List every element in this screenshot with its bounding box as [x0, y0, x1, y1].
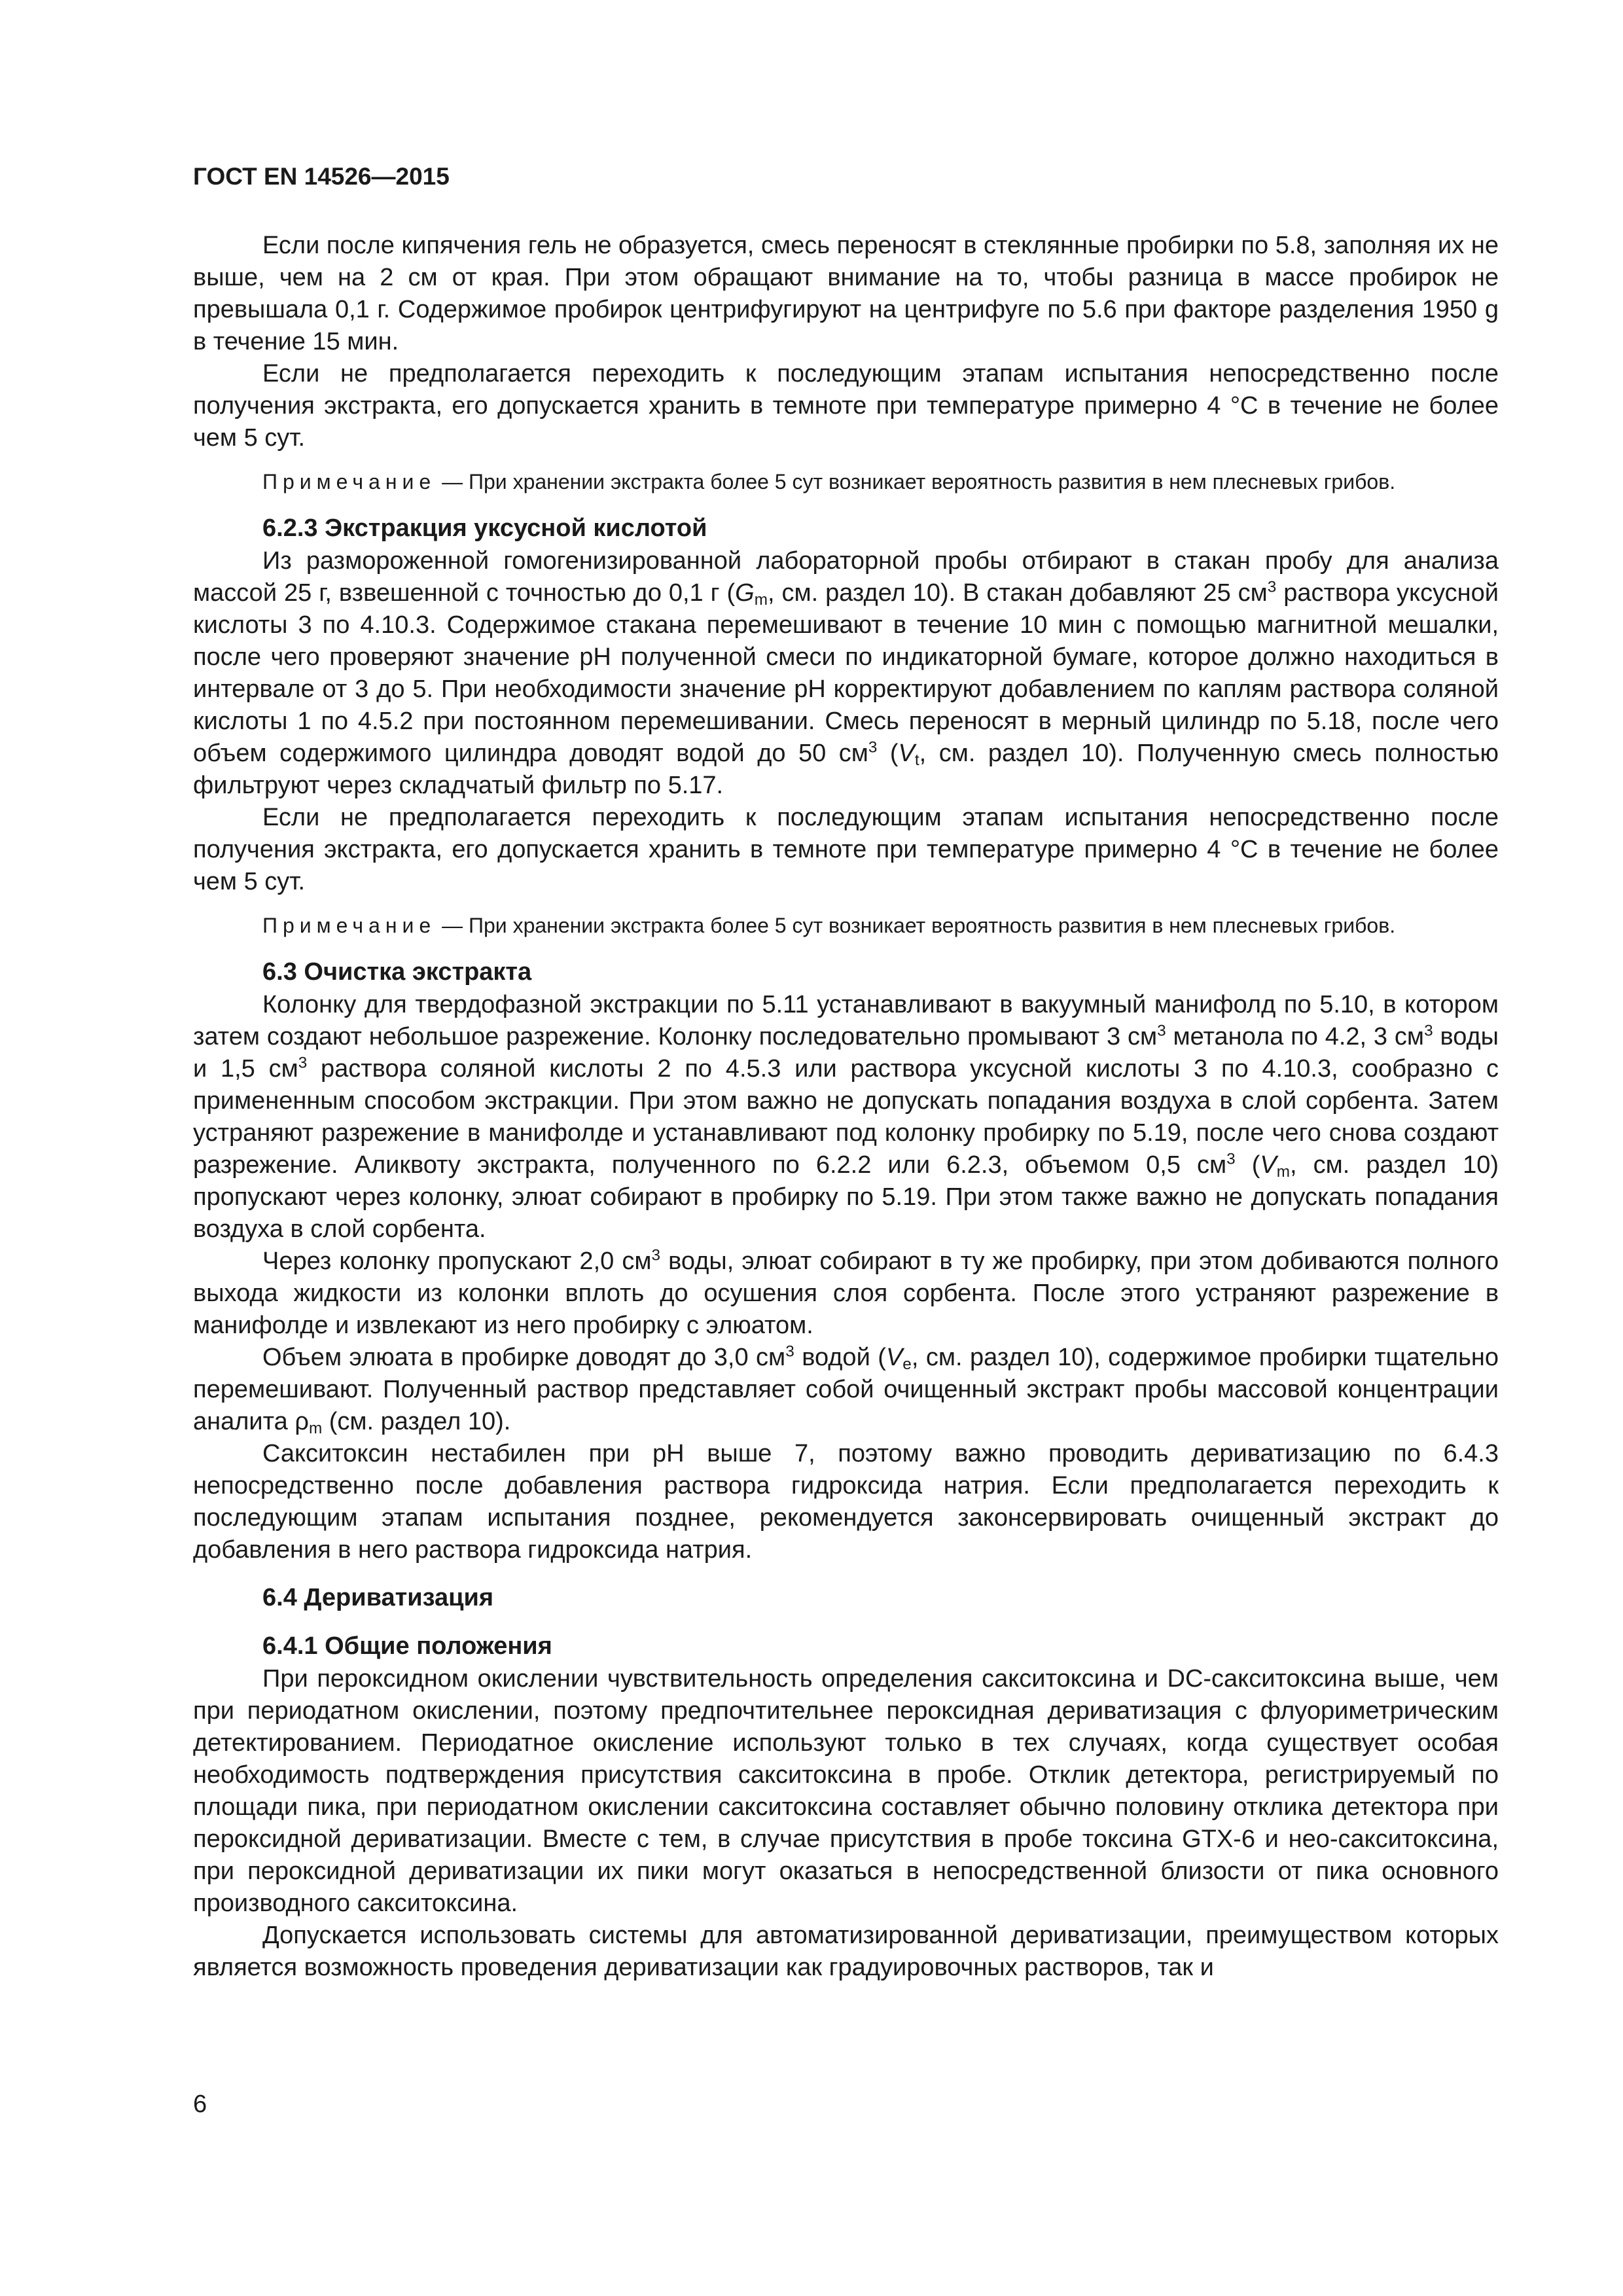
section-heading: 6.3 Очистка экстракта — [262, 958, 532, 986]
body-paragraph: Сакситоксин нестабилен при рН выше 7, поэтому важно проводить дериватизацию по 6.4.3 непосредственно после добавления раствора гидроксида натрия. Если предполагается переходить к последующим этапам испытания позднее, рекомендуется законсервировать очищенный экстракт до добавления в него раствора гидроксида натрия. — [193, 1440, 1499, 1564]
note-label: Примечание — [262, 470, 437, 493]
body-paragraph: Через колонку пропускают 2,0 $см^3$ воды, элюат собирают в ту же пробирку, при этом добиваются полного выхода жидкости из колонки вплоть до осушения слоя сорбента. После этого устраняют разрежение в манифолде и извлекают из него пробирку с элюатом. — [193, 1246, 1499, 1339]
body-paragraph: Допускается использовать системы для автоматизированной дериватизации, преимуществом которых является возможность проведения дериватизации как градуировочных растворов, так и — [193, 1922, 1499, 1981]
note-label: Примечание — [262, 914, 437, 937]
document-page — [193, 160, 1499, 1984]
note-text: — При хранении экстракта более 5 сут возникает вероятность развития в нем плесневых грибов. — [436, 914, 1396, 937]
body-paragraph: Если не предполагается переходить к последующим этапам испытания непосредственно после получения экстракта, его допускается хранить в темноте при температуре примерно 4 °С в течение не более чем 5 сут. — [193, 804, 1499, 895]
body-paragraph: При пероксидном окислении чувствительность определения сакситоксина и DC-сакситоксина выше, чем при периодатном окислении, поэтому предпочтительнее пероксидная дериватизация с флуориметрическим детектированием. Периодатное окисление используют только в тех случаях, когда существует особая необходимость подтверждения присутствия сакситоксина в пробе. Отклик детектора, регистрируемый по площади пика, при периодатном окислении сакситоксина составляет обычно половину отклика детектора при пероксидной дериватизации. Вместе с тем, в случае присутствия в пробе токсина GTX-6 и нео-сакситоксина, при пероксидной дериватизации их пики могут оказаться в непосредственной близости от пика основного производного сакситоксина. — [193, 1665, 1499, 1917]
body-paragraph: Если после кипячения гель не образуется, смесь переносят в стеклянные пробирки по 5.8, заполняя их не выше, чем на 2 см от края. При этом обращают внимание на то, чтобы разница в массе пробирок не превышала 0,1 г. Содержимое пробирок центрифугируют на центрифуге по 5.6 при факторе разделения 1950 g в течение 15 мин. — [193, 232, 1499, 355]
section-heading: 6.2.3 Экстракция уксусной кислотой — [262, 514, 707, 542]
section-heading: 6.4.1 Общие положения — [262, 1632, 552, 1660]
body-paragraph: Колонку для твердофазной экстракции по 5.11 устанавливают в вакуумный манифолд по 5.10, в котором затем создают небольшое разрежение. Колонку последовательно промывают 3 $см^3$ метанола по 4.2, 3 $см^3$ воды и 1,5 $см^3$ раствора соляной кислоты 2 по 4.5.3 или раствора уксусной кислоты 3 по 4.10.3, сообразно с примененным способом экстракции. При этом важно не допускать попадания воздуха в слой сорбента. Затем устраняют разрежение в манифолде и устанавливают под колонку пробирку по 5.19, после чего снова создают разрежение. Аликвоту экстракта, полученного по 6.2.2 или 6.2.3, объемом 0,5 $см^3$ ($V_m$, см. раздел 10) пропускают через колонку, элюат собирают в пробирку по 5.19. При этом также важно не допускать попадания воздуха в слой сорбента. — [193, 991, 1499, 1243]
document-header: ГОСТ EN 14526—2015 — [193, 163, 450, 190]
note-paragraph — [193, 467, 1499, 497]
body-paragraph: Из размороженной гомогенизированной лабораторной пробы отбирают в стакан пробу для анализа массой 25 г, взвешенной с точностью до 0,1 г ($G_m$, см. раздел 10). В стакан добавляют 25 $см^3$ раствора уксусной кислоты 3 по 4.10.3. Содержимое стакана перемешивают в течение 10 мин с помощью магнитной мешалки, после чего проверяют значение рН полученной смеси по индикаторной бумаге, которое должно находиться в интервале от 3 до 5. При необходимости значение рН корректируют добавлением по каплям раствора соляной кислоты 1 по 4.5.2 при постоянном перемешивании. Смесь переносят в мерный цилиндр по 5.18, после чего объем содержимого цилиндра доводят водой до 50 $см^3$ ($V_t$, см. раздел 10). Полученную смесь полностью фильтруют через складчатый фильтр по 5.17. — [193, 547, 1499, 799]
body-paragraph: Объем элюата в пробирке доводят до 3,0 $см^3$ водой ($V_e$, см. раздел 10), содержимое пробирки тщательно перемешивают. Полученный раствор представляет собой очищенный экстракт пробы массовой концентрации аналита $\rho_m$ (см. раздел 10). — [193, 1342, 1499, 1438]
body-paragraph: Если не предполагается переходить к последующим этапам испытания непосредственно после получения экстракта, его допускается хранить в темноте при температуре примерно 4 °С в течение не более чем 5 сут. — [193, 360, 1499, 452]
document-body — [193, 230, 1499, 1984]
page-number: 6 — [193, 2090, 207, 2118]
section-heading: 6.4 Дериватизация — [262, 1584, 494, 1611]
note-paragraph — [193, 911, 1499, 941]
note-text: — При хранении экстракта более 5 сут возникает вероятность развития в нем плесневых грибов. — [436, 470, 1396, 493]
